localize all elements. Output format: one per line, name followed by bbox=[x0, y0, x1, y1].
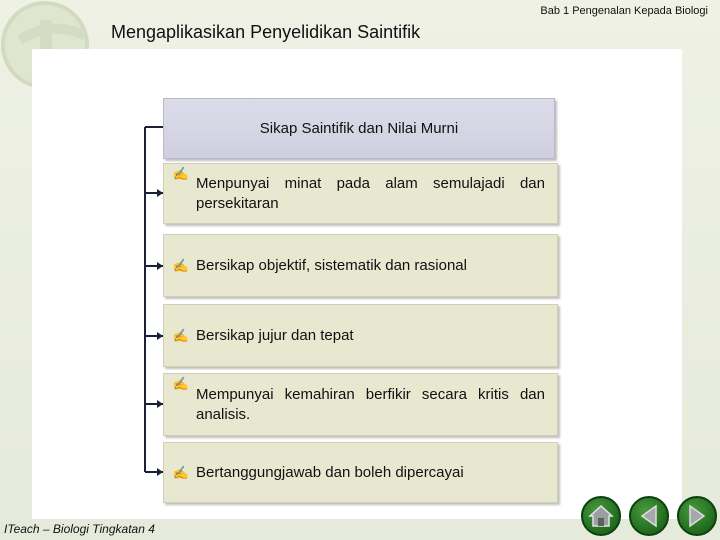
triangle-left-icon bbox=[638, 504, 660, 528]
list-item-text: Mempunyai kemahiran berfikir secara kritis dan analisis. bbox=[196, 385, 545, 423]
chapter-label: Bab 1 Pengenalan Kepada Biologi bbox=[540, 5, 708, 17]
home-button[interactable] bbox=[581, 496, 621, 536]
list-item bbox=[163, 373, 558, 436]
writing-hand-icon: ✍ bbox=[172, 257, 190, 273]
list-item-text: Menpunyai minat pada alam semulajadi dan persekitaran bbox=[196, 174, 545, 212]
list-item bbox=[163, 442, 558, 503]
next-button[interactable] bbox=[677, 496, 717, 536]
list-item bbox=[163, 163, 558, 224]
slide-title: Mengaplikasikan Penyelidikan Saintifik bbox=[111, 22, 421, 42]
previous-button[interactable] bbox=[629, 496, 669, 536]
footer-label: ITeach – Biologi Tingkatan 4 bbox=[4, 522, 155, 536]
list-item bbox=[163, 304, 558, 367]
writing-hand-icon: ✍ bbox=[172, 376, 190, 391]
triangle-right-icon bbox=[686, 504, 708, 528]
list-item-text: Bersikap objektif, sistematik dan rasional bbox=[196, 256, 467, 274]
writing-hand-icon: ✍ bbox=[172, 327, 190, 343]
writing-hand-icon: ✍ bbox=[172, 166, 190, 181]
list-item-text: Bertanggungjawab dan boleh dipercayai bbox=[196, 463, 464, 481]
list-item bbox=[163, 234, 558, 297]
diagram-heading: Sikap Saintifik dan Nilai Murni bbox=[259, 120, 459, 137]
writing-hand-icon: ✍ bbox=[172, 464, 190, 480]
home-icon bbox=[588, 504, 614, 528]
list-item-text: Bersikap jujur dan tepat bbox=[196, 326, 354, 344]
diagram-heading-box bbox=[163, 98, 555, 159]
